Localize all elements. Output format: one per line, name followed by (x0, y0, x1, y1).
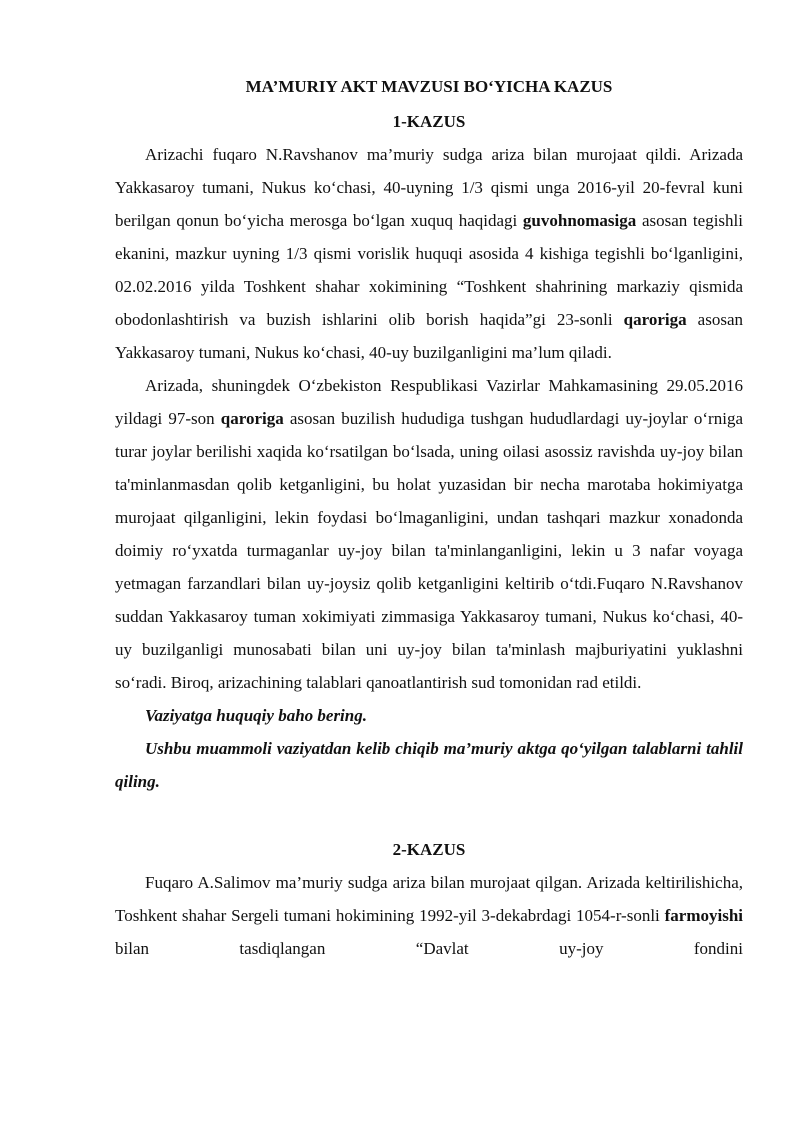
case-1-task-2: Ushbu muammoli vaziyatdan kelib chiqib ma’muriy aktga qo‘yilgan talablarni tahlil qiling. (115, 739, 743, 791)
bold-term: guvohnomasiga (522, 211, 637, 230)
text-run: Arizachi fuqaro N.Ravshanov ma’muriy sudga ariza bilan murojaat qildi. Arizada Yakkasaroy tumani, Nukus ko‘chasi, 40-uyning 1/3 qismi unga 2016-yil 20-fevral kuni berilgan qonun bo‘yicha merosga bo‘lgan xuquq haqidagi (115, 145, 743, 230)
bold-term: farmoyishi (664, 906, 743, 925)
bold-term: qaroriga (220, 409, 284, 428)
case-1-paragraph-1 (115, 138, 743, 369)
text-run: asosan tegishli ekanini, mazkur uyning 1/3 qismi vorislik huquqi asosida 4 kishiga tegishli bo‘lganligini, 02.02.2016 yilda Toshkent shahar xokimining “Toshkent shahrining markaziy qismida obodonlashtirish va buzish ishlarini olib borish haqida”gi 23-sonli (115, 211, 743, 329)
text-run: asosan buzilish hududiga tushgan hududlardagi uy-joylar o‘rniga turar joylar berilishi xaqida ko‘rsatilgan bo‘lsada, uning oilasi asossiz ravishda uy-joy bilan ta'minlanmasdan qolib ketganligini, bu holat yuzasidan bir necha marotaba hokimiyatga murojaat qilganligini, lekin foydasi bo‘lmaganligini, undan tashqari mazkur xonadonda doimiy ro‘yxatda turmaganlar uy-joy bilan ta'minlanganligini, lekin u 3 nafar voyaga yetmagan farzandlari bilan uy-joysiz qolib ketganligini keltirib o‘tdi.Fuqaro N.Ravshanov suddan Yakkasaroy tuman xokimiyati zimmasiga Yakkasaroy tumani, Nukus ko‘chasi, 40-uy buzilganligi munosabati bilan uni uy-joy bilan ta'minlash majburiyatini yuklashni so‘radi. Biroq, arizachining talablari qanoatlantirish sud tomonidan rad etildi. (115, 409, 743, 692)
case-1-heading: 1-KAZUS (392, 112, 466, 131)
spacer (115, 798, 743, 831)
text-run: bilan tasdiqlangan “Davlat uy-joy fondini (115, 939, 743, 958)
text-run: Arizada, shuningdek O‘zbekiston Respublikasi Vazirlar Mahkamasining 29.05.2016 yildagi 97-son (115, 376, 743, 428)
bold-term: qaroriga (623, 310, 687, 329)
document-page (115, 68, 743, 965)
case-2-paragraph-1 (115, 866, 743, 965)
case-1-paragraph-2 (115, 369, 743, 699)
text-run: asosan Yakkasaroy tumani, Nukus ko‘chasi, 40-uy buzilganligini ma’lum qiladi. (115, 310, 743, 362)
text-run: Fuqaro A.Salimov ma’muriy sudga ariza bilan murojaat qilgan. Arizada keltirilishicha, Toshkent shahar Sergeli tumani hokimining 1992-yil 3-dekabrdagi 1054-r-sonli (115, 873, 743, 925)
case-1-task-1: Vaziyatga huquqiy baho bering. (145, 706, 367, 725)
case-2-heading: 2-KAZUS (392, 840, 466, 859)
document-title: MA’MURIY AKT MAVZUSI BO‘YICHA KAZUS (245, 77, 613, 96)
